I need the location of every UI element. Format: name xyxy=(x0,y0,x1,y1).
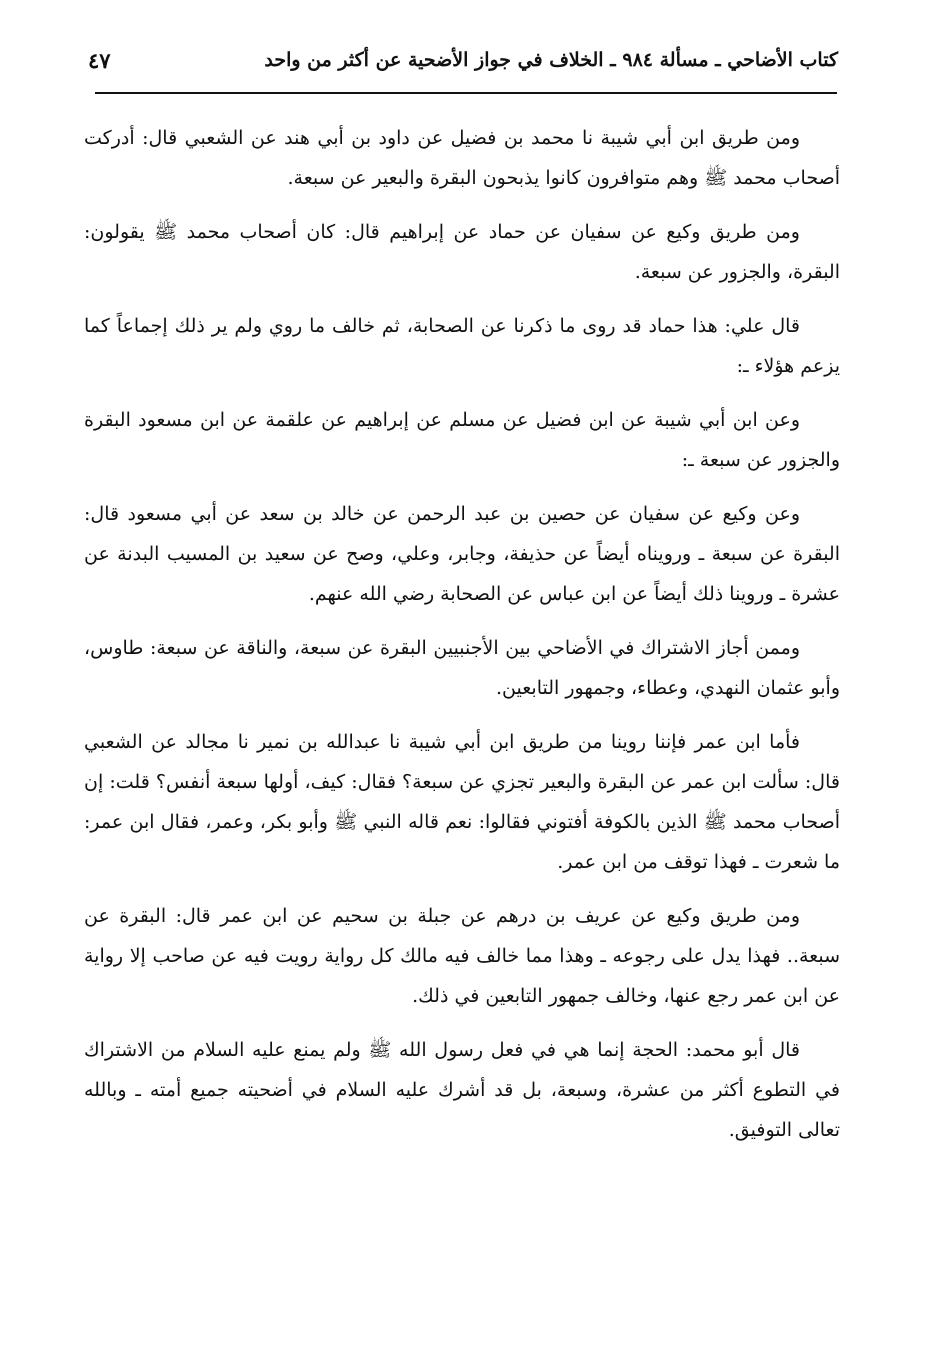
header-title: كتاب الأضاحي ـ مسألة ٩٨٤ ـ الخلاف في جواز الأضحية عن أكثر من واحد xyxy=(264,49,838,71)
paragraph: وعن وكيع عن سفيان عن حصين بن عبد الرحمن عن خالد بن سعد عن أبي مسعود قال: البقرة عن سبعة ـ ورويناه أيضاً عن حذيفة، وجابر، وعلي، وصح عن سعيد بن المسيب البدنة عن عشرة ـ وروينا ذلك أيضاً عن ابن عباس عن الصحابة رضي الله عنهم. xyxy=(84,503,840,605)
paragraph: قال أبو محمد: الحجة إنما هي في فعل رسول الله ﷺ ولم يمنع عليه السلام من الاشتراك في التطوع أكثر من عشرة، وسبعة، بل قد أشرك عليه السلام في أضحيته جميع أمته ـ وبالله تعالى التوفيق. xyxy=(84,1039,840,1141)
body-text xyxy=(84,118,840,1164)
paragraph: قال علي: هذا حماد قد روى ما ذكرنا عن الصحابة، ثم خالف ما روي ولم ير ذلك إجماعاً كما يزعم هؤلاء ـ: xyxy=(84,315,840,377)
page-number: ٤٧ xyxy=(88,47,111,73)
paragraph: وممن أجاز الاشتراك في الأضاحي بين الأجنبيين البقرة عن سبعة، والناقة عن سبعة: طاوس، وأبو عثمان النهدي، وعطاء، وجمهور التابعين. xyxy=(84,637,840,699)
paragraph: ومن طريق ابن أبي شيبة نا محمد بن فضيل عن داود بن أبي هند عن الشعبي قال: أدركت أصحاب محمد ﷺ وهم متوافرون كانوا يذبحون البقرة والبعير عن سبعة. xyxy=(84,127,840,189)
paragraph: ومن طريق وكيع عن سفيان عن حماد عن إبراهيم قال: كان أصحاب محمد ﷺ يقولون: البقرة، والجزور عن سبعة. xyxy=(84,221,840,283)
paragraph: وعن ابن أبي شيبة عن ابن فضيل عن مسلم عن إبراهيم عن علقمة عن ابن مسعود البقرة والجزور عن سبعة ـ: xyxy=(84,409,840,471)
header-divider xyxy=(95,92,837,94)
paragraph: ومن طريق وكيع عن عريف بن درهم عن جبلة بن سحيم عن ابن عمر قال: البقرة عن سبعة.. فهذا يدل على رجوعه ـ وهذا مما خالف فيه مالك كل رواية رويت فيه عن صاحب إلا رواية عن ابن عمر رجع عنها، وخالف جمهور التابعين في ذلك. xyxy=(84,905,840,1007)
paragraph: فأما ابن عمر فإننا روينا من طريق ابن أبي شيبة نا عبدالله بن نمير نا مجالد عن الشعبي قال: سألت ابن عمر عن البقرة والبعير تجزي عن سبعة؟ فقال: كيف، أولها سبعة أنفس؟ قلت: إن أصحاب محمد ﷺ الذين بالكوفة أفتوني فقالوا: نعم قاله النبي ﷺ وأبو بكر، وعمر، فقال ابن عمر: ما شعرت ـ فهذا توقف من ابن عمر. xyxy=(84,731,840,873)
running-header xyxy=(88,40,838,80)
